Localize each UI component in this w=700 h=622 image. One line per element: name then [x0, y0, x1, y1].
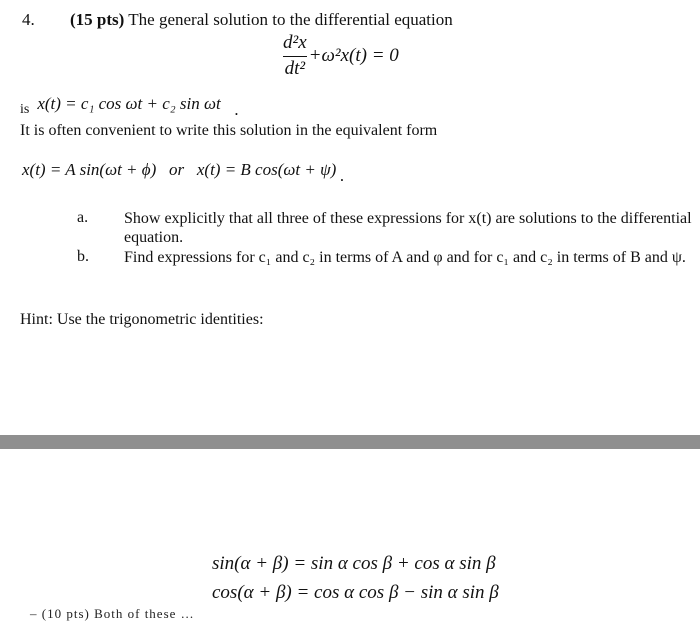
solution-dot: . [234, 100, 239, 119]
solution-line [20, 94, 239, 119]
fraction [283, 32, 307, 80]
hint-text: Hint: Use the trigonometric identities: [20, 311, 264, 328]
differential-equation [283, 32, 399, 80]
forms-dot: . [340, 166, 345, 185]
item-b-letter: b. [77, 248, 89, 265]
general-solution: x(t) = c₁ cos ωt + c₂ sin ωt [37, 94, 221, 113]
is-word: is [20, 102, 30, 117]
identity-cos: cos(α + β) = cos α cos β − sin α sin β [212, 582, 499, 603]
forms-text: x(t) = A sin(ωt + ϕ) or x(t) = B cos(ωt + ψ) [22, 160, 337, 179]
equivalent-forms [22, 160, 345, 185]
page-divider [0, 435, 700, 449]
item-a-text: Show explicitly that all three of these expressions for x(t) are solutions to the differential equation. [124, 210, 692, 246]
cutoff-text: – (10 pts) Both of these … [30, 606, 195, 621]
item-b-text: Find expressions for c₁ and c₂ in terms of A and φ and for c₁ and c₂ in terms of B and ψ. [124, 249, 686, 266]
problem-heading [70, 10, 453, 30]
equation-rest: +ω²x(t) = 0 [308, 45, 399, 67]
fraction-bar [283, 56, 307, 57]
intro-text: The general solution to the differential equation [128, 10, 453, 29]
item-a-letter: a. [77, 209, 89, 226]
fraction-numerator: d²x [283, 32, 307, 53]
convenient-text: It is often convenient to write this solution in the equivalent form [20, 122, 438, 139]
identity-sin: sin(α + β) = sin α cos β + cos α sin β [212, 553, 496, 574]
fraction-denominator: dt² [284, 58, 306, 80]
points-label: (15 pts) [70, 10, 125, 29]
problem-number: 4. [22, 10, 35, 29]
